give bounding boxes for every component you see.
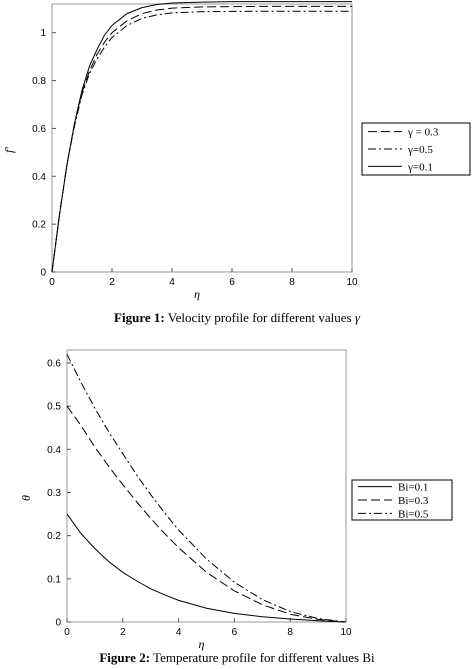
fig1-y-tick-label: 0: [40, 267, 46, 279]
fig2-y-tick-label: 0.2: [47, 531, 61, 543]
fig2-series-line-2: [67, 406, 346, 622]
fig1-y-tick-label: 0.2: [32, 219, 46, 231]
fig2-chart: [19, 350, 452, 651]
fig2-x-tick-label: 8: [287, 627, 293, 638]
fig2-y-tick-label: 0: [55, 617, 61, 629]
fig2-legend-label-1: Bi=0.1: [398, 481, 429, 494]
fig1-legend-label-2: γ=0.5: [408, 144, 433, 156]
figure-2-caption-text: Temperature profile for different values Bi: [153, 650, 375, 665]
fig1-y-tick-label: 1: [40, 28, 46, 40]
figure-2-caption-label: Figure 2:: [99, 650, 151, 665]
fig2-y-tick-label: 0.5: [47, 401, 61, 413]
fig1-legend-label-3: γ=0.1: [408, 161, 433, 174]
fig2-series-line-1: [67, 514, 346, 622]
fig2-legend-label-2: Bi=0.3: [398, 495, 429, 507]
fig2-y-tick-label: 0.6: [47, 358, 61, 370]
fig2-x-tick-label: 0: [64, 627, 70, 638]
fig1-x-tick-label: 4: [169, 277, 175, 288]
fig2-y-axis-label: θ: [19, 495, 33, 501]
fig2-plot-frame: [67, 350, 346, 622]
figure-1-caption-text: Velocity profile for different values: [167, 310, 352, 325]
fig1-x-tick-label: 0: [49, 277, 55, 288]
figure-2-caption: [0, 650, 474, 666]
fig2-x-tick-label: 10: [340, 627, 352, 638]
fig1-y-tick-label: 0.8: [32, 76, 46, 88]
fig1-x-axis-label: η: [194, 287, 200, 301]
fig1-x-tick-label: 2: [109, 277, 115, 288]
fig1-x-tick-label: 8: [289, 277, 295, 288]
figure-1-caption-symbol: γ: [354, 310, 360, 325]
fig1-y-axis-label: f': [2, 147, 16, 153]
fig2-legend-label-3: Bi=0.5: [398, 508, 429, 521]
fig2-y-tick-label: 0.3: [47, 487, 61, 499]
fig1-legend-label-1: γ = 0.3: [408, 126, 439, 139]
fig2-y-tick-label: 0.4: [47, 444, 61, 456]
fig2-series-line-3: [67, 354, 346, 622]
figure-1-caption-label: Figure 1:: [114, 310, 165, 325]
fig1-x-tick-label: 10: [346, 277, 358, 288]
fig1-y-tick-label: 0.4: [32, 171, 46, 183]
fig1-plot-frame: [52, 4, 352, 272]
fig2-y-tick-label: 0.1: [47, 574, 61, 586]
figure-1-caption: [0, 310, 474, 326]
fig2-x-tick-label: 4: [175, 627, 182, 638]
fig1-series-line-1: [52, 6, 352, 272]
fig2-x-tick-label: 2: [120, 627, 126, 638]
fig1-chart: [2, 2, 470, 301]
fig2-x-tick-label: 6: [231, 627, 238, 638]
fig1-y-tick-label: 0.6: [32, 123, 46, 135]
fig1-x-tick-label: 6: [229, 277, 235, 288]
fig1-series-line-3: [52, 2, 352, 272]
fig2-x-axis-label: η: [198, 637, 205, 651]
